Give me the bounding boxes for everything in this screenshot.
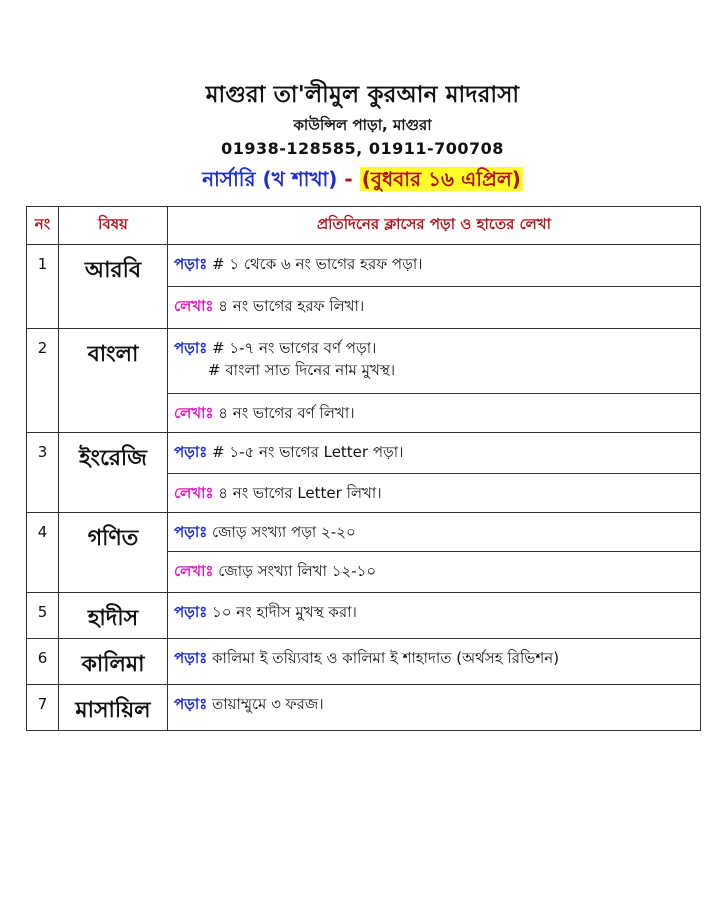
read-text: জোড় সংখ্যা পড়া ২-২০ bbox=[212, 523, 356, 541]
read-task bbox=[168, 639, 701, 685]
header-no: নং bbox=[27, 207, 59, 245]
read-text: তায়াম্মুমে ৩ ফরজ। bbox=[212, 695, 324, 713]
read-label: পড়াঃ bbox=[174, 695, 208, 713]
header-subject: বিষয় bbox=[59, 207, 168, 245]
read-text: কালিমা ই তয়্যিবাহ ও কালিমা ই শাহাদাত (অর্থসহ রিভিশন) bbox=[212, 649, 560, 667]
row-number: 1 bbox=[27, 245, 59, 329]
day-date: (বুধবার ১৬ এপ্রিল) bbox=[361, 167, 521, 191]
write-label: লেখাঃ bbox=[174, 404, 214, 422]
read-task bbox=[168, 245, 701, 287]
class-separator: - bbox=[337, 167, 360, 191]
madrasa-address: কাউন্সিল পাড়া, মাগুরা bbox=[293, 116, 432, 134]
row-number: 5 bbox=[27, 593, 59, 639]
read-task bbox=[168, 685, 701, 731]
read-label: পড়াঃ bbox=[174, 523, 208, 541]
table-row bbox=[27, 685, 701, 731]
table-row bbox=[27, 639, 701, 685]
read-label: পড়াঃ bbox=[174, 649, 208, 667]
subject-name: বাংলা bbox=[59, 329, 168, 433]
class-routine-table bbox=[26, 206, 701, 731]
row-number: 6 bbox=[27, 639, 59, 685]
write-label: লেখাঃ bbox=[174, 562, 214, 580]
table-header-row bbox=[27, 207, 701, 245]
read-label: পড়াঃ bbox=[174, 255, 208, 273]
write-text: ৪ নং ভাগের Letter লিখা। bbox=[218, 484, 382, 502]
row-number: 3 bbox=[27, 433, 59, 513]
read-text: # ১ থেকে ৬ নং ভাগের হরফ পড়া। bbox=[212, 255, 423, 273]
table-row bbox=[27, 593, 701, 639]
row-number: 2 bbox=[27, 329, 59, 433]
read-text: ১০ নং হাদীস মুখস্থ করা। bbox=[212, 603, 357, 621]
read-label: পড়াঃ bbox=[174, 339, 208, 357]
write-text: ৪ নং ভাগের বর্ণ লিখা। bbox=[218, 404, 355, 422]
subject-name: হাদীস bbox=[59, 593, 168, 639]
subject-name: ইংরেজি bbox=[59, 433, 168, 513]
write-task bbox=[168, 552, 701, 593]
read-task bbox=[168, 593, 701, 639]
table-row bbox=[27, 329, 701, 394]
write-task bbox=[168, 287, 701, 329]
write-task bbox=[168, 474, 701, 513]
write-text: ৪ নং ভাগের হরফ লিখা। bbox=[218, 297, 365, 315]
row-number: 4 bbox=[27, 513, 59, 593]
class-name: নার্সারি (খ শাখা) bbox=[202, 167, 338, 191]
write-label: লেখাঃ bbox=[174, 297, 214, 315]
subject-name: কালিমা bbox=[59, 639, 168, 685]
row-number: 7 bbox=[27, 685, 59, 731]
read-label: পড়াঃ bbox=[174, 443, 208, 461]
table-row bbox=[27, 433, 701, 474]
write-task bbox=[168, 394, 701, 433]
read-text: # ১-৭ নং ভাগের বর্ণ পড়া। bbox=[212, 339, 377, 357]
header-content: প্রতিদিনের ক্লাসের পড়া ও হাতের লেখা bbox=[168, 207, 701, 245]
read-label: পড়াঃ bbox=[174, 603, 208, 621]
madrasa-name: মাগুরা তা'লীমুল কুরআন মাদরাসা bbox=[205, 82, 520, 108]
subject-name: মাসায়িল bbox=[59, 685, 168, 731]
read-text-line-2: # বাংলা সাত দিনের নাম মুখস্থ। bbox=[208, 361, 396, 379]
read-task bbox=[168, 513, 701, 552]
subject-name: গণিত bbox=[59, 513, 168, 593]
write-label: লেখাঃ bbox=[174, 484, 214, 502]
subject-name: আরবি bbox=[59, 245, 168, 329]
class-line bbox=[0, 165, 725, 198]
table-row bbox=[27, 513, 701, 552]
read-text: # ১-৫ নং ভাগের Letter পড়া। bbox=[212, 443, 404, 461]
contact-phones: 01938-128585, 01911-700708 bbox=[221, 139, 504, 158]
read-task bbox=[168, 433, 701, 474]
table-row bbox=[27, 245, 701, 287]
write-text: জোড় সংখ্যা লিখা ১২-১০ bbox=[218, 562, 377, 580]
read-task bbox=[168, 329, 701, 394]
